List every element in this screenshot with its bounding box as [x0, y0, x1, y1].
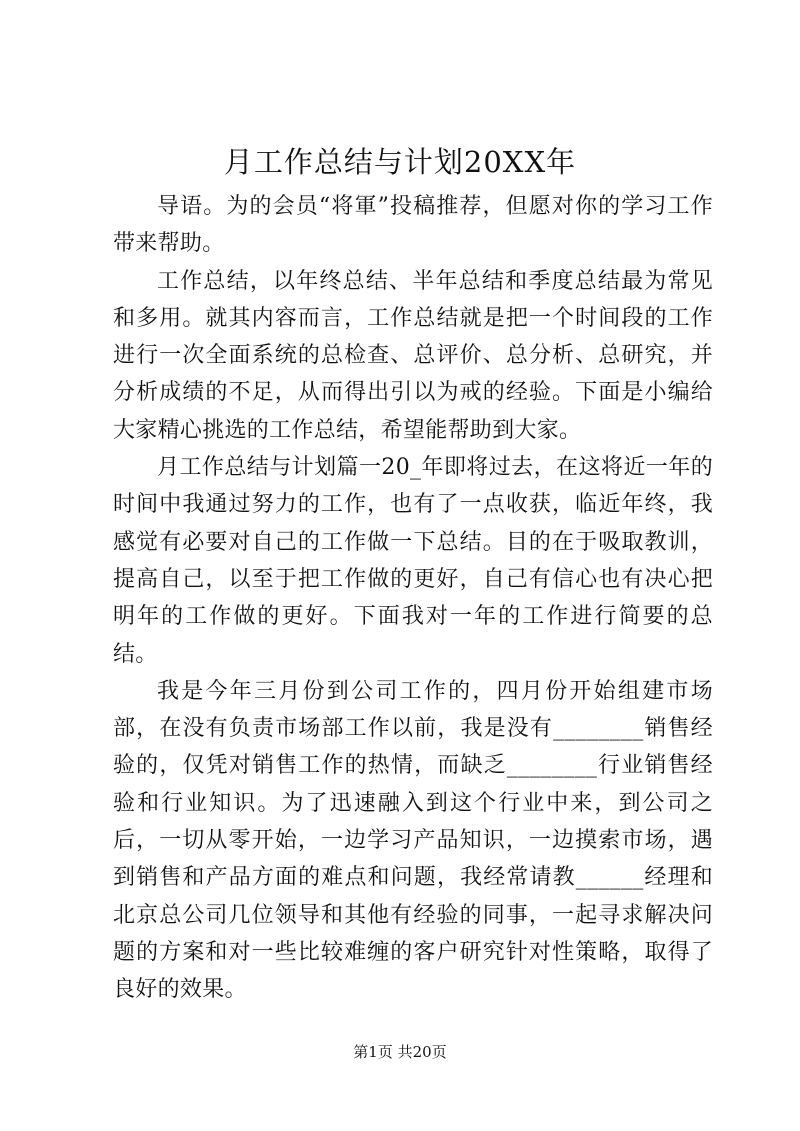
document-title: 月工作总结与计划20XX年: [223, 145, 577, 179]
paragraph-summary-definition: 工作总结，以年终总结、半年总结和季度总结最为常见和多用。就其内容而言，工作总结就是把一个时间段的工作进行一次全面系统的总检查、总评价、总分析、总研究，并分析成绩的不足，从而得出引以为戒的经验。下面是小编给大家精心挑选的工作总结，希望能帮助到大家。: [113, 268, 713, 443]
paragraph-work-experience: 我是今年三月份到公司工作的，四月份开始组建市场部，在没有负责市场部工作以前，我是没有________销售经验的，仅凭对销售工作的热情，而缺乏________行业销售经验和行业知识。为了迅速融入到这个行业中来，到公司之后，一切从零开始，一边学习产品知识，一边摸索市场，遇到销售和产品方面的难点和问题，我经常请教______经理和北京总公司几位领导和其他有经验的同事，一起寻求解决问题的方案和对一些比较难缠的客户研究针对性策略，取得了良好的效果。: [113, 678, 713, 1003]
paragraph-intro: 导语。为的会员“将軍”投稿推荐，但愿对你的学习工作带来帮助。: [113, 194, 713, 257]
paragraph-plan-part-one: 月工作总结与计划篇一20_年即将过去，在这将近一年的时间中我通过努力的工作，也有了一点收获，临近年终，我感觉有必要对自己的工作做一下总结。目的在于吸取教训，提高自己，以至于把工作做的更好，自己有信心也有决心把明年的工作做的更好。下面我对一年的工作进行简要的总结。: [113, 455, 713, 667]
document-body: [113, 188, 713, 1009]
page-footer: 第1页 共20页: [353, 1043, 447, 1061]
